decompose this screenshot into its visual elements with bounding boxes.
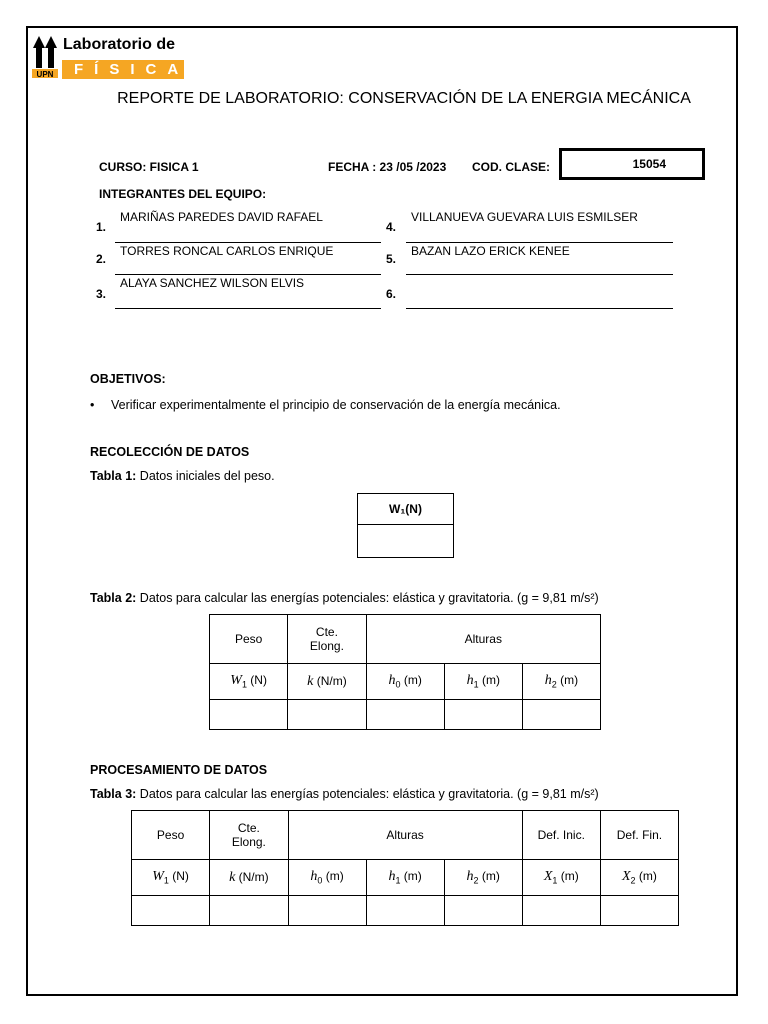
col-cte: Cte. Elong. <box>210 811 288 860</box>
table-cell[interactable] <box>522 896 600 926</box>
procesamiento-heading: PROCESAMIENTO DE DATOS <box>90 763 268 777</box>
col-def-fin: Def. Fin. <box>600 811 678 860</box>
col-peso: Peso <box>132 811 210 860</box>
unit-k: k (N/m) <box>210 860 288 896</box>
member-name: MARIÑAS PAREDES DAVID RAFAEL <box>120 210 323 224</box>
unit-w1: $W_1$ (N) <box>132 860 210 896</box>
tabla1 <box>357 493 454 558</box>
divider <box>406 308 673 309</box>
unit-h2: $h_2$ (m) <box>444 860 522 896</box>
tabla2-caption: Tabla 2: Datos para calcular las energías potenciales: elástica y gravitatoria. (g = 9,81 m/s²) <box>90 591 599 605</box>
logo-text-bottom: FÍSICA <box>62 60 184 79</box>
objetivo-item: Verificar experimentalmente el principio de conservación de la energía mecánica. <box>111 398 561 412</box>
curso-label: CURSO: FISICA 1 <box>99 160 199 174</box>
col-cte: Cte. Elong. <box>288 615 366 664</box>
recoleccion-heading: RECOLECCIÓN DE DATOS <box>90 445 250 459</box>
divider <box>115 308 381 309</box>
divider <box>115 274 381 275</box>
member-name: VILLANUEVA GUEVARA LUIS ESMILSER <box>411 210 638 224</box>
table-cell[interactable] <box>366 700 444 730</box>
cod-clase-value: 15054 <box>559 148 705 180</box>
table-cell[interactable] <box>444 896 522 926</box>
unit-x2: $X_2$ (m) <box>600 860 678 896</box>
unit-h1: $h_1$ (m) <box>444 664 522 700</box>
unit-w1: $W_1$ (N) <box>210 664 288 700</box>
col-alturas: Alturas <box>288 811 522 860</box>
cod-clase-label: COD. CLASE: <box>472 160 550 174</box>
unit-x1: $X_1$ (m) <box>522 860 600 896</box>
table-cell[interactable] <box>444 700 522 730</box>
unit-k: k (N/m) <box>288 664 366 700</box>
member-num: 4. <box>386 220 397 234</box>
unit-h0: $h_0$ (m) <box>288 860 366 896</box>
team-label: INTEGRANTES DEL EQUIPO: <box>99 187 267 201</box>
tabla3 <box>131 810 679 926</box>
col-peso: Peso <box>210 615 288 664</box>
table-cell[interactable] <box>210 896 288 926</box>
member-name: ALAYA SANCHEZ WILSON ELVIS <box>120 276 305 290</box>
table-cell[interactable] <box>210 700 288 730</box>
divider <box>406 274 673 275</box>
page-title: REPORTE DE LABORATORIO: CONSERVACIÓN DE LA ENERGIA MECÁNICA <box>117 90 691 107</box>
member-num: 3. <box>96 287 107 301</box>
divider <box>406 242 673 243</box>
unit-h0: $h_0$ (m) <box>366 664 444 700</box>
tabla1-cell[interactable] <box>358 525 454 558</box>
divider <box>115 242 381 243</box>
tabla1-header: W₁(N) <box>358 494 454 525</box>
objetivos-heading: OBJETIVOS: <box>90 372 166 386</box>
upn-arrows-icon <box>32 34 58 78</box>
logo-text-top: Laboratorio de <box>63 36 176 53</box>
table-cell[interactable] <box>600 896 678 926</box>
tabla1-caption: Tabla 1: Datos iniciales del peso. <box>90 469 275 483</box>
member-num: 5. <box>386 252 397 266</box>
tabla3-caption: Tabla 3: Datos para calcular las energías potenciales: elástica y gravitatoria. (g = 9,81 m/s²) <box>90 787 599 801</box>
table-cell[interactable] <box>522 700 600 730</box>
logo-brand: UPN <box>36 70 54 78</box>
col-alturas: Alturas <box>366 615 600 664</box>
member-num: 2. <box>96 252 107 266</box>
fecha-label: FECHA : 23 /05 /2023 <box>328 160 447 174</box>
member-num: 6. <box>386 287 397 301</box>
table-cell[interactable] <box>366 896 444 926</box>
table-cell[interactable] <box>288 700 366 730</box>
table-cell[interactable] <box>288 896 366 926</box>
member-name: TORRES RONCAL CARLOS ENRIQUE <box>120 244 334 258</box>
unit-h2: $h_2$ (m) <box>522 664 600 700</box>
tabla2 <box>209 614 601 730</box>
col-def-inic: Def. Inic. <box>522 811 600 860</box>
unit-h1: $h_1$ (m) <box>366 860 444 896</box>
bullet: • <box>90 398 95 412</box>
member-num: 1. <box>96 220 107 234</box>
member-name: BAZAN LAZO ERICK KENEE <box>411 244 570 258</box>
table-cell[interactable] <box>132 896 210 926</box>
